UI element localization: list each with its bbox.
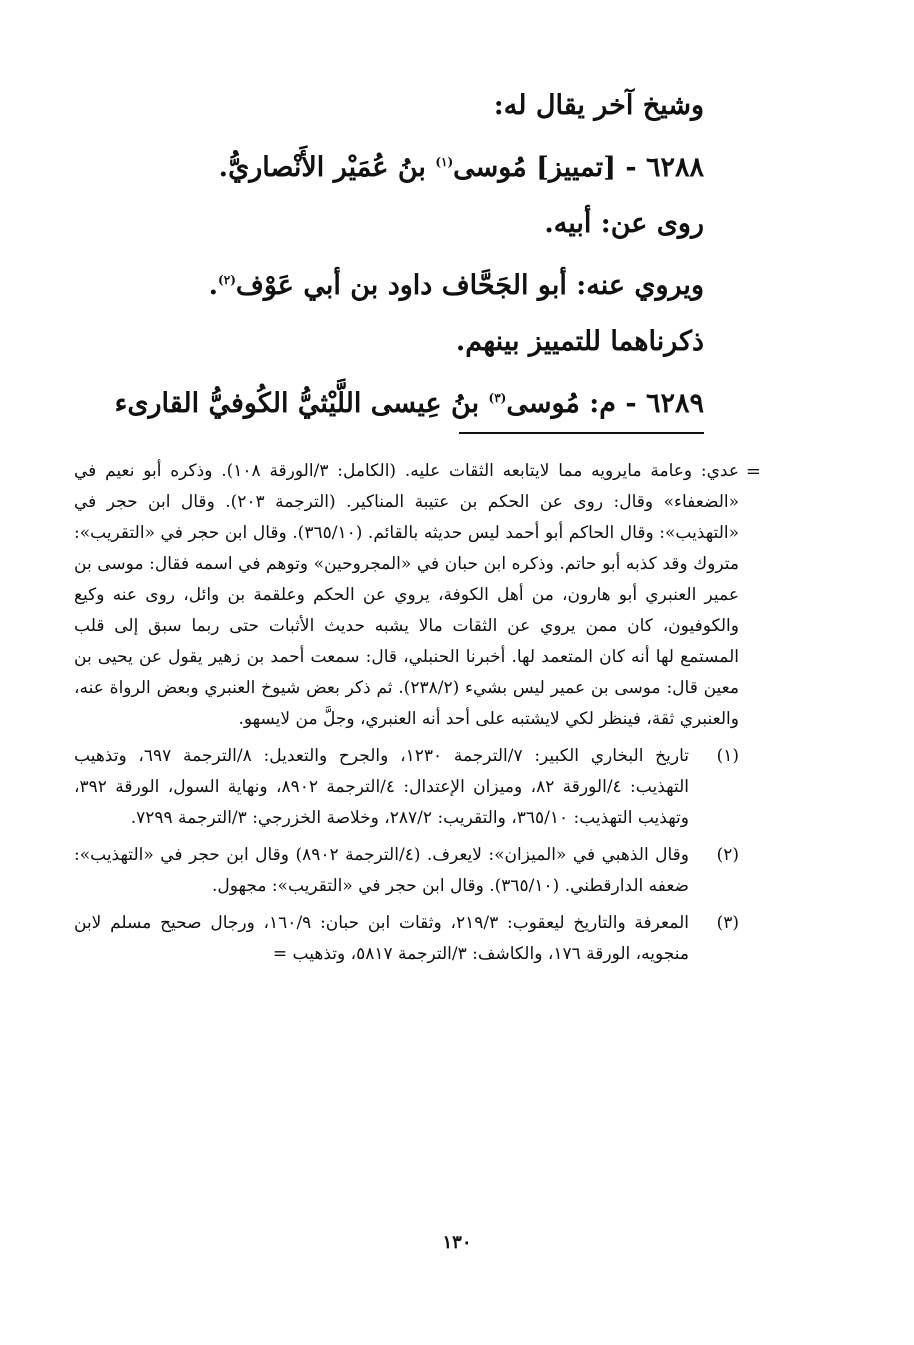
footnote-number: (٢) — [716, 845, 739, 865]
entry-6289 — [114, 370, 704, 432]
entry-6288 — [184, 134, 704, 196]
footnote-text: المعرفة والتاريخ ليعقوب: ٢١٩/٣، وثقات ابن حبان: ١٦٠/٩، ورجال صحيح مسلم لابن منجويه، الورقة ١٧٦، والكاشف: ٣/الترجمة ٥٨١٧، وتذهيب = — [74, 913, 689, 964]
footnote-ref-2: (٢) — [218, 273, 236, 287]
entry-6289-name: بنُ عِيسى اللَّيْثيُّ الكُوفيُّ القارىء — [114, 388, 480, 419]
footnote-2 — [74, 840, 739, 902]
page-number: ١٣٠ — [442, 1232, 472, 1253]
narrated-by-end: . — [208, 270, 219, 301]
footnote-3 — [74, 908, 739, 970]
continued-footnote — [74, 456, 761, 735]
distinction-line: ذكرناهما للتمييز بينهم. — [455, 326, 704, 357]
narrated-from-line: روى عن: أبيه. — [544, 208, 704, 239]
entry-6289-heading: ٦٢٨٩ - م: مُوسى — [506, 388, 704, 419]
narrated-by-line — [184, 252, 704, 314]
footnotes-area — [74, 456, 761, 970]
main-text — [114, 78, 704, 432]
footnote-number: (١) — [716, 746, 739, 766]
footnote-text: تاريخ البخاري الكبير: ٧/الترجمة ١٢٣٠، والجرح والتعديل: ٨/الترجمة ٦٩٧، وتذهيب التهذيب: ٤/الورقة ٨٢، وميزان الإعتدال: ٤/الترجمة ٨٩٠٢، ونهاية السول، الورقة ٣٩٢، وتهذيب التهذيب: ٣٦٥/١٠، والتقريب: ٢٨٧/٢، وخلاصة الخزرجي: ٣/الترجمة ٧٢٩٩. — [74, 746, 689, 828]
entry-6288-heading: ٦٢٨٨ - [تمييز] مُوسى — [453, 152, 704, 183]
footnote-1 — [74, 741, 739, 834]
intro-line: وشيخ آخر يقال له: — [493, 90, 704, 121]
footnote-text: وقال الذهبي في «الميزان»: لايعرف. (٤/الترجمة ٨٩٠٢) وقال ابن حجر في «التهذيب»: ضعفه الدارقطني. (٣٦٥/١٠). وقال ابن حجر في «التقريب»: مجهول. — [74, 845, 690, 896]
narrated-by-text: ويروي عنه: أبو الجَحَّاف داود بن أبي عَوْف — [235, 270, 704, 301]
entry-6288-name: بنُ عُمَيْر الأَنْصاريُّ. — [218, 152, 426, 183]
continuation-mark: = — [745, 461, 761, 482]
footnote-ref-3: (٣) — [488, 391, 507, 405]
footnote-ref-1: (١) — [435, 155, 454, 169]
footnote-number: (٣) — [716, 913, 739, 933]
footnote-separator — [459, 432, 704, 434]
continued-footnote-text: عدي: وعامة مايرويه مما لايتابعه الثقات عليه. (الكامل: ٣/الورقة ١٠٨). وذكره أبو نعيم في «الضعفاء» وقال: روى عن الحكم بن عتيبة المناكير. (الترجمة ٢٠٣). وقال ابن حجر في «التهذيب»: وقال الحاكم أبو أحمد ليس حديثه بالقائم. (٣٦٥/١٠). وقال ابن حجر في «التقريب»: متروك وقد كذبه أبو حاتم. وذكره ابن حبان في «المجروحين» وتوهم في اسمه فقال: موسى بن عمير العنبري أبو هارون، من أهل الكوفة، يروي عن الحكم وعلقمة بن وائل، روى عنه وكيع والكوفيون، كان ممن يروي عن الثقات مالا يشبه حديث الأثبات حتى ربما سبق إلى قلب المستمع لها أنه كان المتعمد لها. أخبرنا الحنبلي، قال: سمعت أحمد بن زهير يقول عن يحيى بن معين قال: موسى بن عمير ليس بشيء (٢٣٨/٢). ثم ذكر بعض شيوخ العنبري وبعض الرواة عنه، والعنبري ثقة، فينظر لكي لايشتبه على أحد أنه العنبري، وجلَّ من لايسهو. — [74, 461, 739, 729]
